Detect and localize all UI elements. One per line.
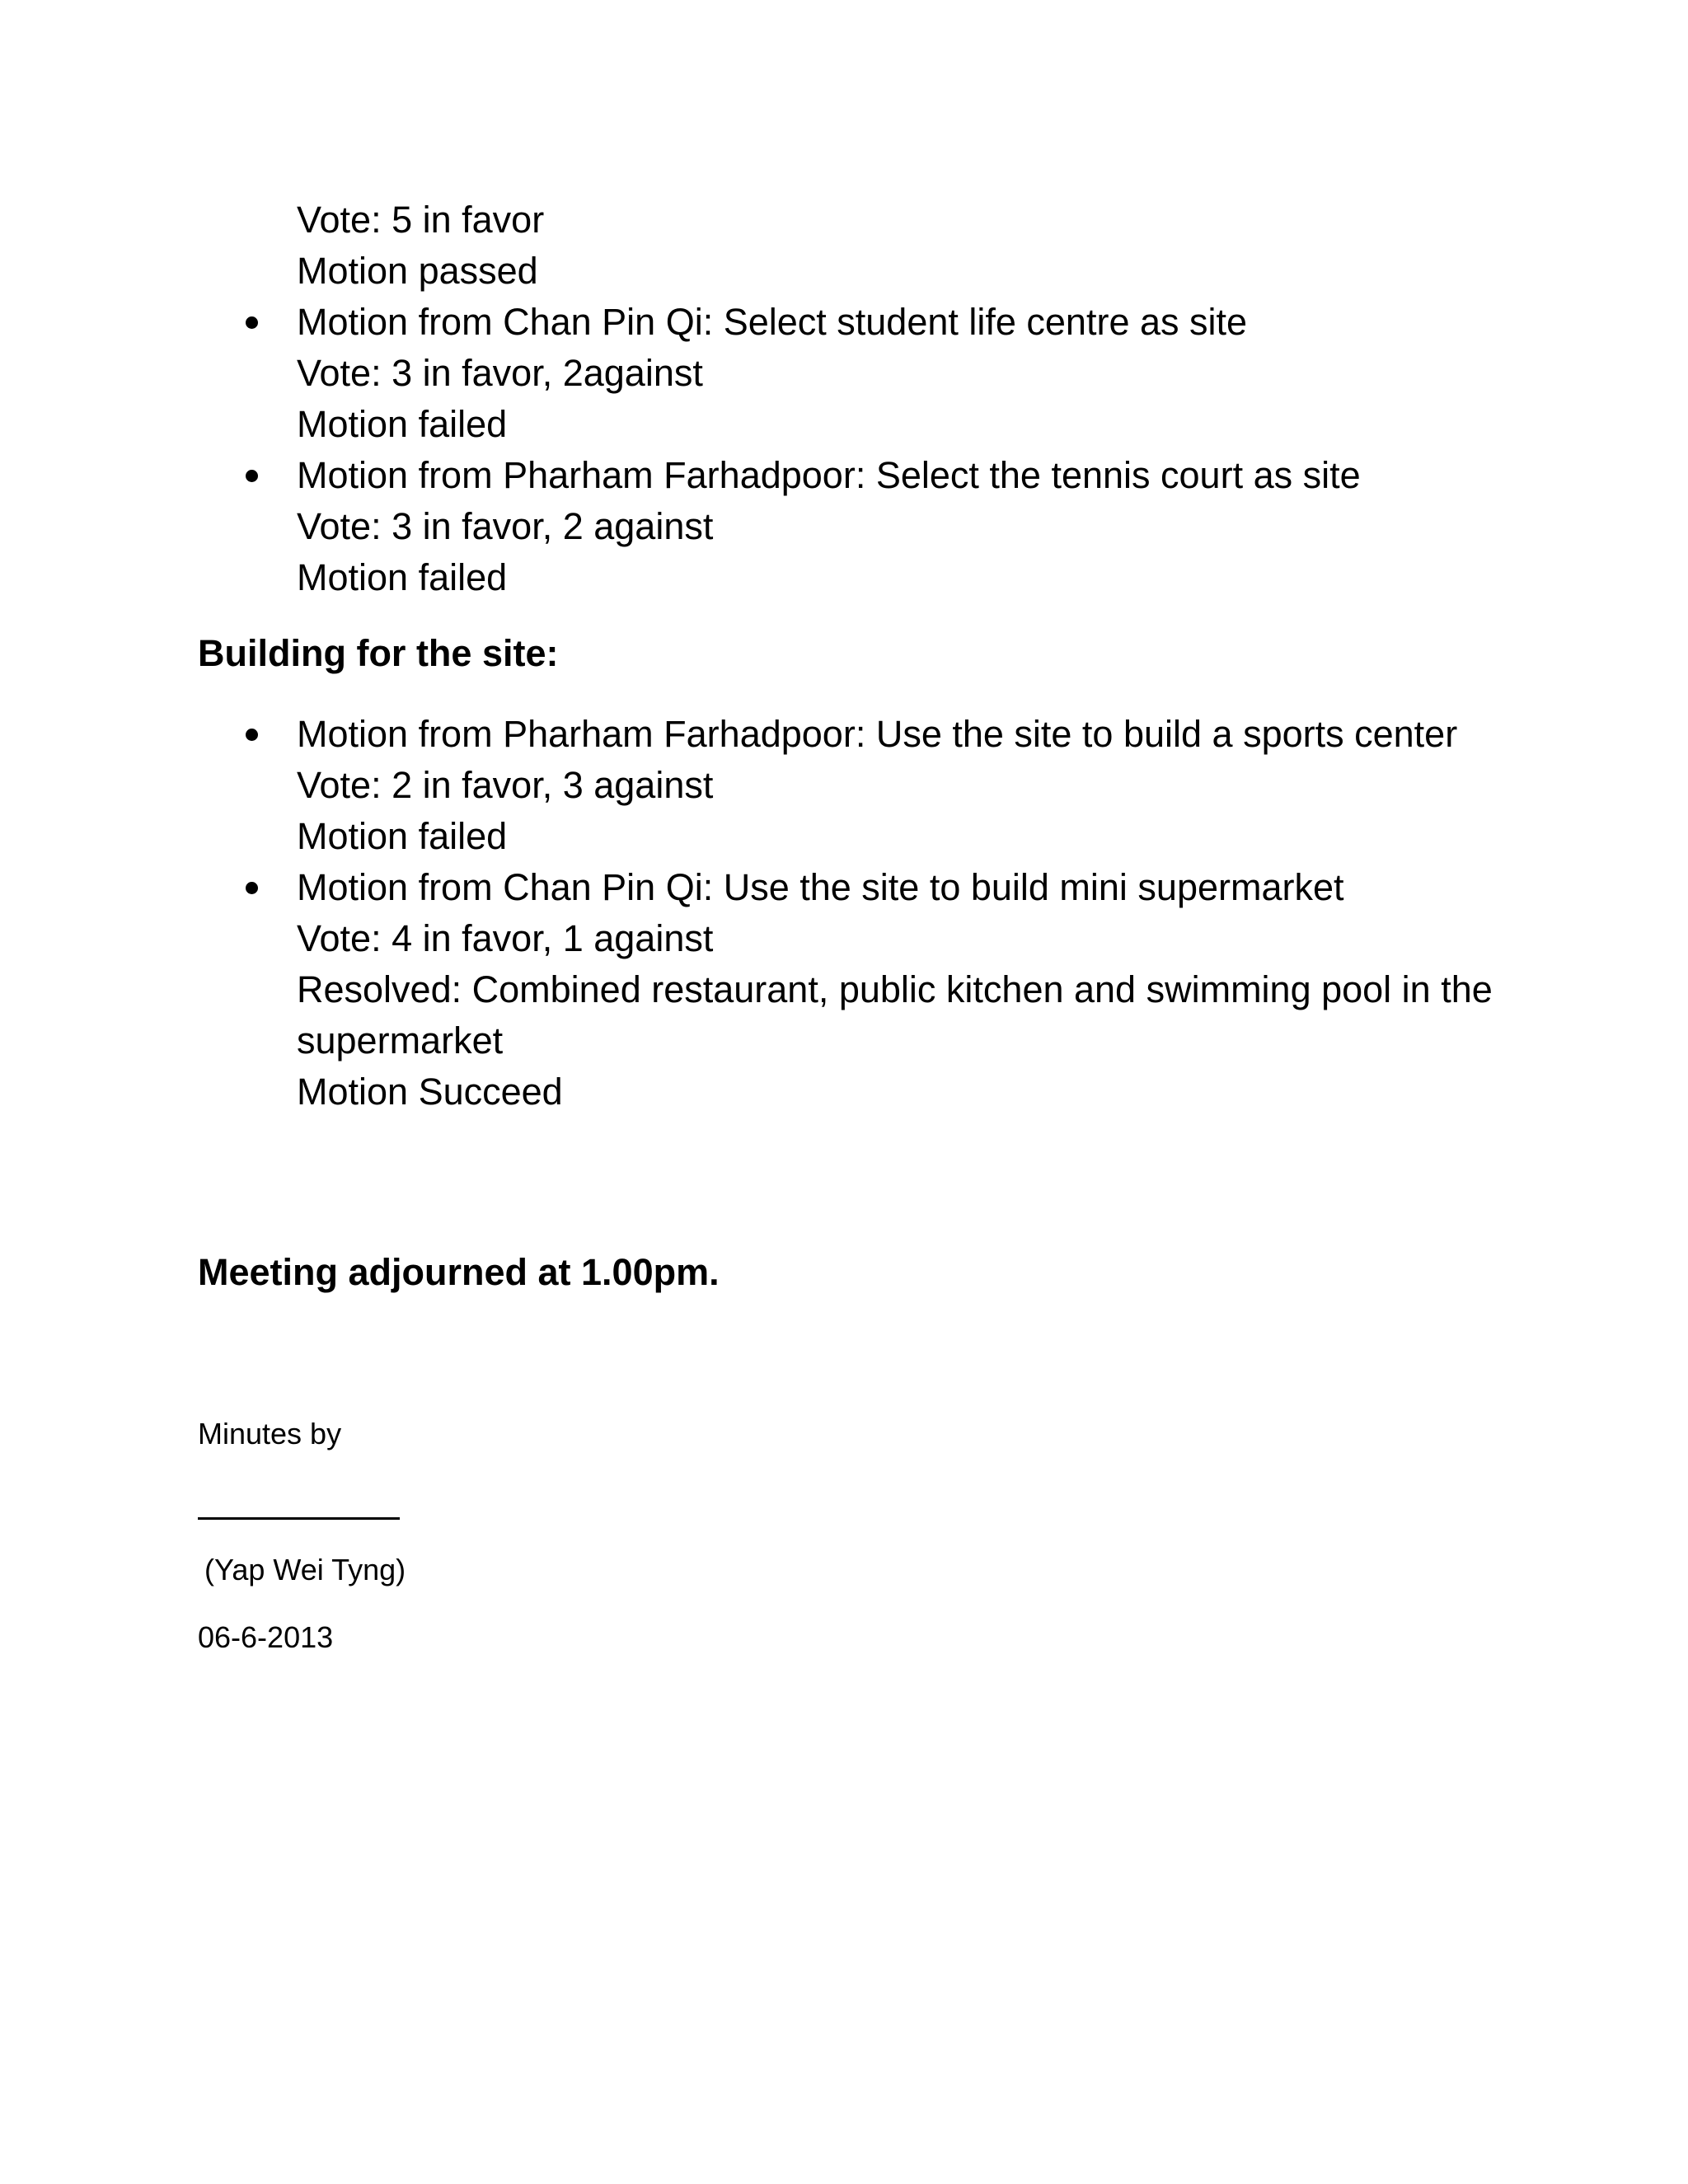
bullet-icon [246, 316, 258, 329]
vote-result: Vote: 3 in favor, 2against [297, 352, 703, 394]
list-item [297, 297, 1533, 450]
list-item [297, 862, 1517, 1118]
vote-result: Vote: 2 in favor, 3 against [297, 764, 714, 806]
motion-title: Motion from Chan Pin Qi: Use the site to build mini supermarket [297, 866, 1344, 908]
motion-title: Motion from Pharham Farhadpoor: Use the site to build a sports center [297, 713, 1458, 755]
previous-motion-continuation [297, 194, 544, 297]
building-motions-list [297, 709, 1517, 1118]
vote-result: Vote: 3 in favor, 2 against [297, 505, 714, 547]
motion-outcome: Motion failed [297, 815, 508, 857]
building-heading: Building for the site: [198, 632, 559, 674]
signature-line [198, 1517, 400, 1520]
motion-outcome: Motion failed [297, 556, 508, 598]
minutes-date: 06-6-2013 [198, 1620, 334, 1654]
site-motions-list [297, 297, 1533, 603]
bullet-icon [246, 470, 258, 482]
motion-outcome: Motion failed [297, 403, 508, 445]
motion-outcome: Motion Succeed [297, 1071, 563, 1113]
adjourned-statement: Meeting adjourned at 1.00pm. [198, 1251, 720, 1293]
list-item [297, 709, 1517, 862]
minutes-by-label: Minutes by [198, 1417, 342, 1451]
vote-result: Vote: 5 in favor [297, 199, 545, 241]
vote-result: Vote: 4 in favor, 1 against [297, 917, 714, 959]
resolution-text: Resolved: Combined restaurant, public kitchen and swimming pool in the supermarket [297, 968, 1493, 1062]
bullet-icon [246, 729, 258, 741]
motion-title: Motion from Chan Pin Qi: Select student life centre as site [297, 301, 1248, 343]
minute-taker-name: (Yap Wei Tyng) [204, 1553, 406, 1586]
motion-outcome: Motion passed [297, 250, 538, 292]
list-item [297, 450, 1533, 603]
motion-title: Motion from Pharham Farhadpoor: Select the tennis court as site [297, 454, 1361, 496]
bullet-icon [246, 882, 258, 894]
